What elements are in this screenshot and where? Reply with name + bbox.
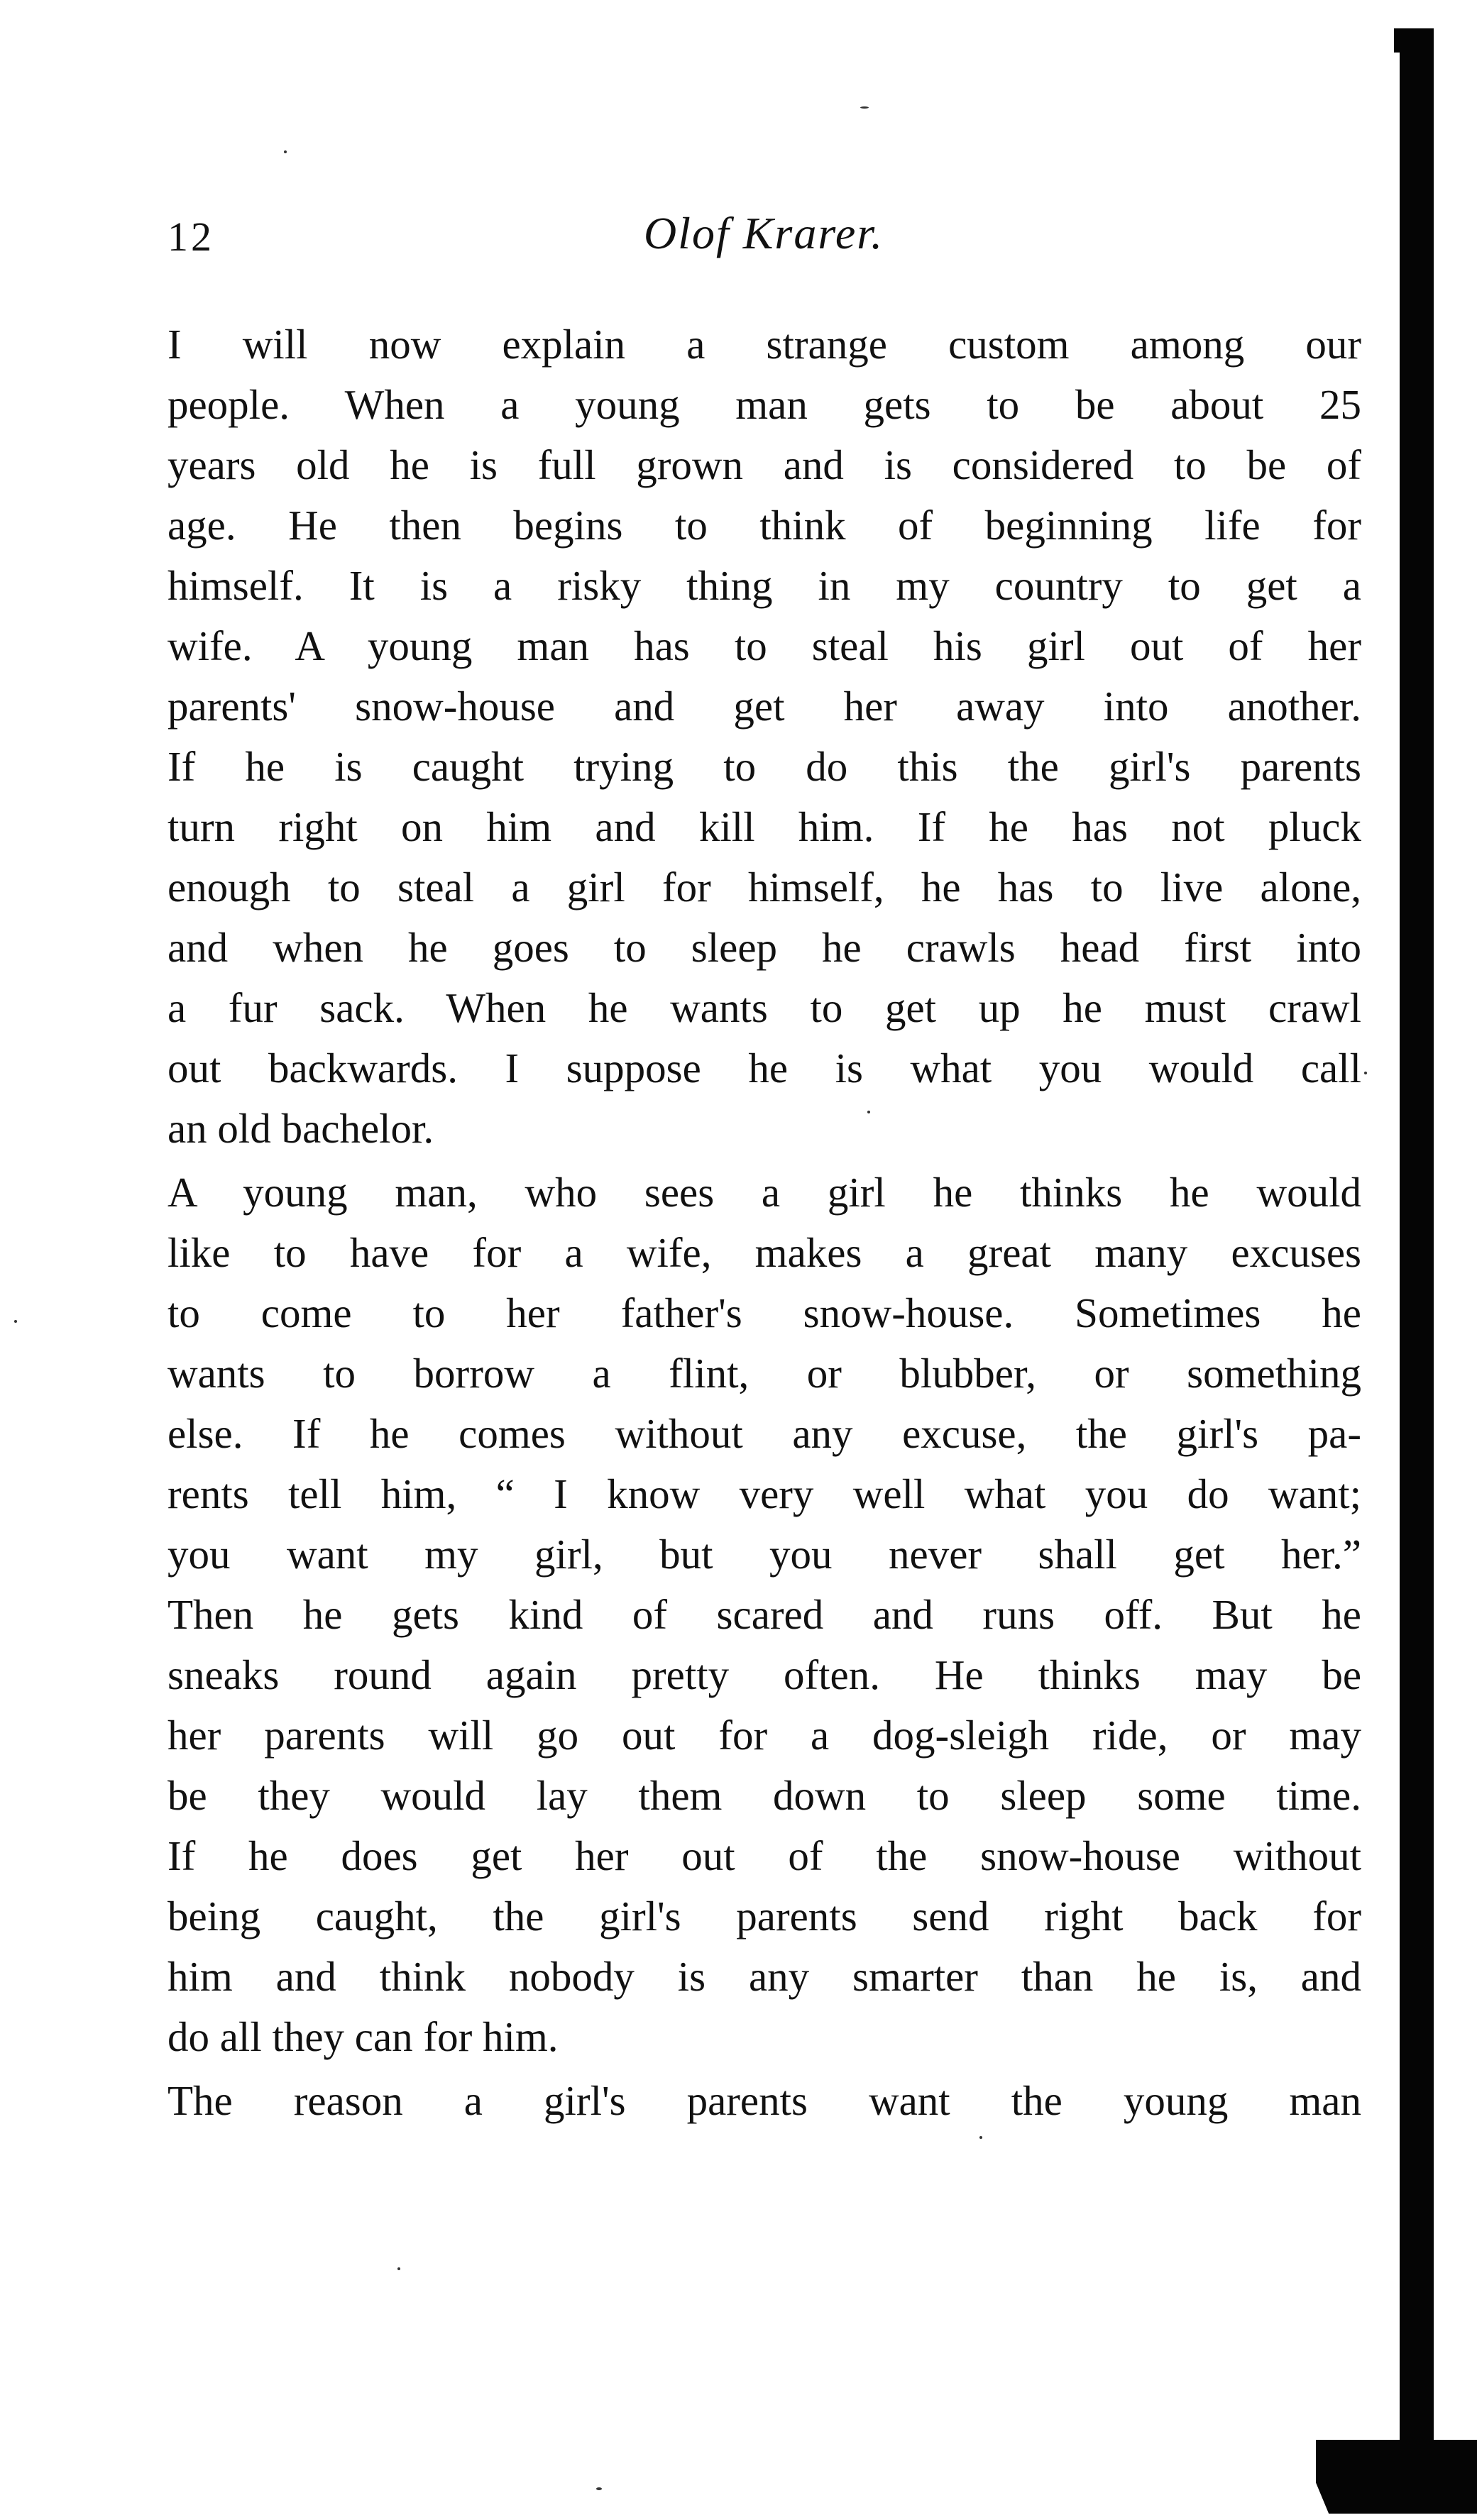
text-line: you want my girl, but you never shall get her.” <box>168 1531 1361 1578</box>
paragraph <box>168 2071 1361 2131</box>
binding-corner <box>1316 2440 1477 2514</box>
text-line: years old he is full grown and is considered to be of <box>168 441 1361 488</box>
text-line: and when he goes to sleep he crawls head first into <box>168 924 1361 971</box>
text-line: turn right on him and kill him. If he has not pluck <box>168 803 1361 850</box>
text-line: else. If he comes without any excuse, the girl's pa- <box>168 1410 1361 1457</box>
text-line: Then he gets kind of scared and runs off. But he <box>168 1591 1361 1638</box>
speck <box>397 2267 400 2270</box>
text-line: parents' snow-house and get her away into another. <box>168 683 1361 730</box>
text-line: The reason a girl's parents want the young man <box>168 2077 1361 2124</box>
text-line: her parents will go out for a dog-sleigh ride, or may <box>168 1712 1361 1759</box>
speck <box>979 2136 982 2139</box>
text-line: wife. A young man has to steal his girl out of her <box>168 622 1361 669</box>
text-line: rents tell him, “ I know very well what you do want; <box>168 1470 1361 1517</box>
text-line: If he does get her out of the snow-house without <box>168 1832 1361 1879</box>
running-head: Olof Krarer. <box>643 208 884 258</box>
text-line: out backwards. I suppose he is what you would call <box>168 1045 1361 1091</box>
text-line: like to have for a wife, makes a great many excuses <box>168 1229 1361 1276</box>
text-line: sneaks round again pretty often. He thinks may be <box>168 1651 1361 1698</box>
paragraph <box>168 314 1361 1159</box>
speck <box>596 2487 602 2490</box>
page-number: 12 <box>168 214 214 260</box>
text-line: being caught, the girl's parents send right back for <box>168 1893 1361 1939</box>
page-header <box>168 207 1360 271</box>
text-line: I will now explain a strange custom among our <box>168 321 1361 368</box>
text-line: do all they can for him. <box>168 2013 559 2060</box>
speck <box>860 106 869 109</box>
speck <box>284 150 287 153</box>
binding-edge <box>1400 28 1434 2448</box>
text-line: him and think nobody is any smarter than he is, and <box>168 1953 1361 2000</box>
speck <box>14 1320 17 1323</box>
text-line: himself. It is a risky thing in my country to get a <box>168 562 1361 609</box>
text-line: people. When a young man gets to be about 25 <box>168 381 1361 428</box>
text-line: enough to steal a girl for himself, he has to live alone, <box>168 864 1361 910</box>
text-line: A young man, who sees a girl he thinks he would <box>168 1169 1361 1216</box>
text-line: an old bachelor. <box>168 1105 434 1152</box>
text-line: to come to her father's snow-house. Sometimes he <box>168 1289 1361 1336</box>
text-line: wants to borrow a flint, or blubber, or something <box>168 1350 1361 1397</box>
text-line: age. He then begins to think of beginning life for <box>168 502 1361 549</box>
speck <box>1364 1072 1367 1074</box>
paragraph <box>168 1162 1361 2067</box>
text-line: If he is caught trying to do this the girl's parents <box>168 743 1361 790</box>
text-line: be they would lay them down to sleep some time. <box>168 1772 1361 1819</box>
body-text <box>168 314 1361 2131</box>
text-line: a fur sack. When he wants to get up he must crawl <box>168 984 1361 1031</box>
